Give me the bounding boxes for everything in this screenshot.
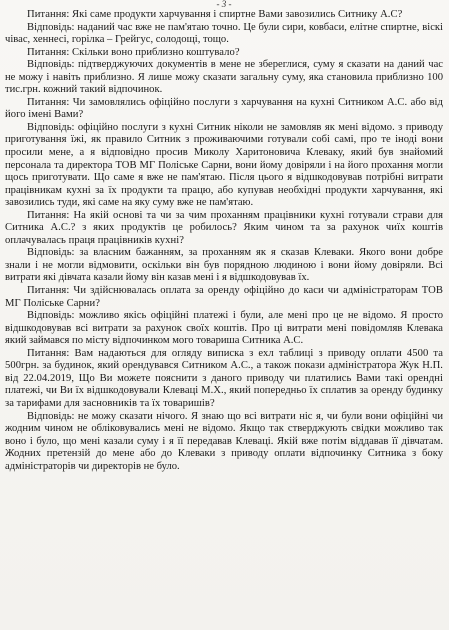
question-paragraph: Питання: Скільки воно приблизно коштувало? xyxy=(27,46,240,58)
answer-paragraph: Відповідь: можливо якісь офіційні платежі і були, але мені про це не відомо. Я просто відшкодовував всі витрати за рахунок своїх коштів. Про ці витрати мені повідомляв Клевака який займався по місту відпочинком мого товариша Ситника А.С. xyxy=(5,310,443,347)
answer-paragraph: Відповідь: офіційно послуги з кухні Ситник ніколи не замовляв як мені відомо. з приводу приготування їжі, як правило Ситник з проживаючими готували собі самі, про те іноді вони просили мене, а я відповідно просив Миколу Харитоновича Клеваку, який був знайомий персонала та директора ТОВ МГ Поліське Сарни, вони йому довіряли і на його прохання могли щось приготувати. Що саме я вже не пам'ятаю. Після цього я відшкодовував потрібні витрати працівникам кухні за їх продукти та працю, або купував необхідні продукти харчування, які завозились туди, які саме на яку суму вже не пам'ятаю. xyxy=(5,121,443,209)
question-paragraph: Питання: Які саме продукти харчування і спиртне Вами завозились Ситнику А.С? xyxy=(27,9,403,20)
page-number: - 3 - xyxy=(216,0,232,9)
answer-paragraph: Відповідь: наданий час вже не пам'ятаю точно. Це були сири, ковбаси, елітне спиртне, віскі чівас, хеннесі, горілка – Грейгус, солодощі, тощо. xyxy=(5,21,443,46)
question-paragraph: Питання: Чи здійснювалась оплата за оренду офіційно до каси чи адміністраторам ТОВ МГ Поліське Сарни? xyxy=(5,285,443,309)
question-paragraph: Питання: Чи замовлялись офіційно послуги з харчування на кухні Ситником А.С. або від його імені Вами? xyxy=(5,96,443,121)
answer-paragraph: Відповідь: підтверджуючих документів в мене не збереглися, суму я сказати на даний час не можу і навіть приблизно. Я лише можу сказати загальну суму, яка становила приблизно 100 тис.грн. кожний такий відпочинок. xyxy=(5,59,443,96)
answer-paragraph: Відповідь: за власним бажанням, за проханням як я сказав Клеваки. Якого вони добре знали і не могли відмовити, оскільки він був порядною людиною і вони йому довіряли. Всі витрати які дівчата казали йому він казав мені і я відшкодовував їх. xyxy=(5,247,443,284)
question-paragraph: Питання: Вам надаються для огляду виписка з ехл таблиці з приводу оплати 4500 та 500грн. за будинок, який орендувався Ситником А.С., а також покази адміністратора Жук Н.П. від 22.04.2019, Що Ви можете пояснити з даного приводу чи платились Вами такі орендні платежі, чи Ви їх відшкодовували Клеваці М.Х., який попередньо їх сплатив за оренду будинку за тарифами для засновників та їх товаришів? xyxy=(5,347,443,409)
answer-paragraph: Відповідь: не можу сказати нічого. Я знаю що всі витрати ніс я, чи були вони офіційні чи жодним чином не обліковувались мені не відомо. Якщо так стверджують свідки можливо так воно і було, що мені казали суму і я її передавав Клеваці. Якій вже потім віддавав її дівчатам. Жодних претензій до мене або до Клеваки з приводу оплати відпочинку Ситника з боку адміністраторів чи директорів не було. xyxy=(5,410,443,472)
question-paragraph: Питання: На якій основі та чи за чим проханням працівники кухні готували страви для Ситника А.С.? з яких продуктів це робилось? Яким чином та за рахунок чиїх коштів оплачувалась праця працівників кухні? xyxy=(5,209,443,246)
interrogation-text xyxy=(5,9,443,473)
